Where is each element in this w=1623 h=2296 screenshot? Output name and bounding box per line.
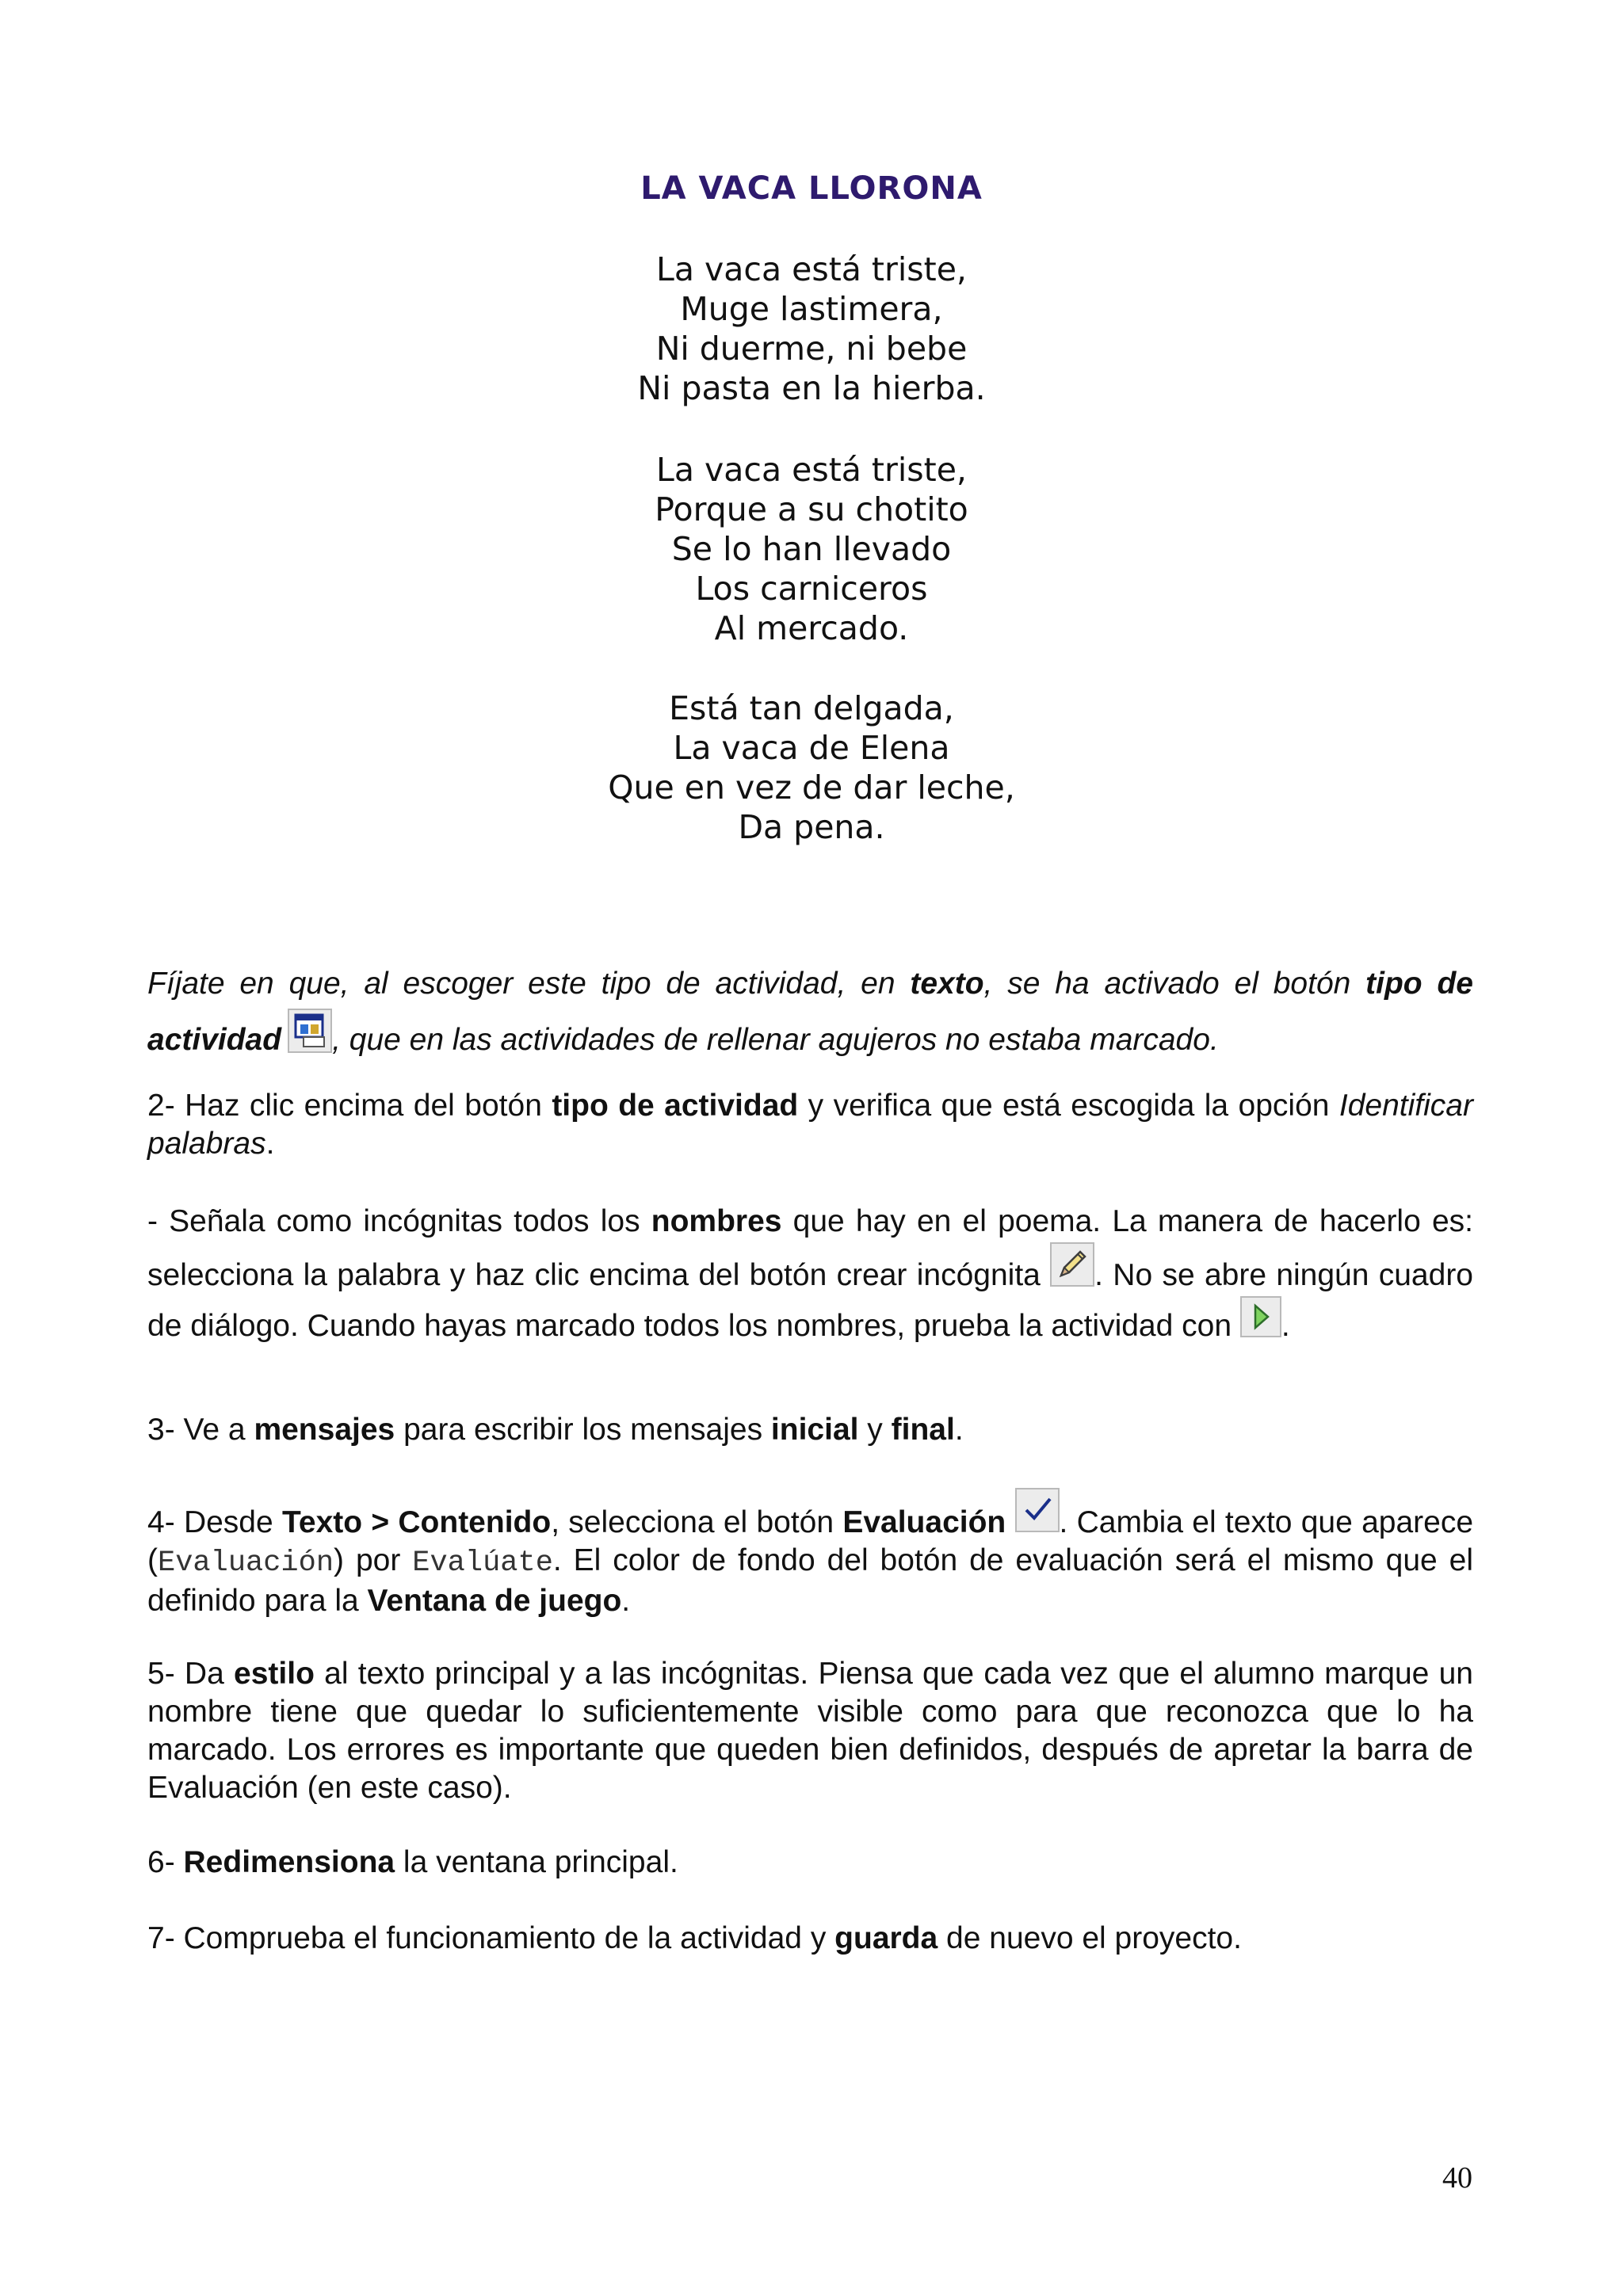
step-3-paragraph bbox=[147, 1411, 1473, 1449]
step-mark-unknowns-paragraph bbox=[147, 1201, 1473, 1347]
note-paragraph bbox=[147, 959, 1473, 1065]
poem-line: Da pena. bbox=[738, 808, 885, 846]
text-run: que hay en el poema. La manera de hacerlo es: selecciona la palabra y haz clic encima del botón crear incógnita bbox=[147, 1204, 1473, 1292]
text-run: 6- bbox=[147, 1845, 184, 1879]
poem-line: Porque a su chotito bbox=[655, 490, 968, 528]
text-run: . No se abre ningún cuadro de diálogo. Cuando hayas marcado todos los nombres, prueba la actividad con bbox=[147, 1258, 1473, 1343]
step-7-paragraph bbox=[147, 1920, 1473, 1958]
text-run: de nuevo el proyecto. bbox=[938, 1921, 1242, 1955]
page-number: 40 bbox=[1442, 2161, 1472, 2195]
text-run: 7- Comprueba el funcionamiento de la actividad y bbox=[147, 1921, 835, 1955]
bold-run: inicial bbox=[770, 1413, 859, 1447]
poem-line: Al mercado. bbox=[714, 609, 909, 647]
bold-run: Evaluación bbox=[842, 1505, 1006, 1539]
bold-run: Ventana de juego bbox=[367, 1584, 622, 1618]
bold-run: guarda bbox=[834, 1921, 938, 1955]
text-run: . El color de fondo del botón de evaluación será el mismo que el definido para la bbox=[147, 1543, 1473, 1618]
text-run: . bbox=[621, 1584, 631, 1618]
step-4-paragraph bbox=[147, 1488, 1473, 1620]
poem-line: Muge lastimera, bbox=[680, 290, 943, 328]
pencil-icon bbox=[1050, 1242, 1094, 1287]
poem-line: Ni duerme, ni bebe bbox=[655, 330, 968, 368]
bold-run: Texto > Contenido bbox=[281, 1505, 552, 1539]
bold-run: mensajes bbox=[254, 1413, 395, 1447]
bold-run: tipo de actividad bbox=[147, 967, 1473, 1057]
text-run: . bbox=[265, 1127, 275, 1161]
text-run: Fíjate en que, al escoger este tipo de actividad, en bbox=[147, 967, 911, 1001]
text-run: . Cambia el texto que aparece ( bbox=[147, 1505, 1474, 1577]
step-2-paragraph bbox=[147, 1087, 1473, 1163]
poem-line: Ni pasta en la hierba. bbox=[637, 369, 986, 407]
text-run: la ventana principal. bbox=[395, 1845, 678, 1879]
poem-stanza-3 bbox=[0, 688, 1623, 847]
poem-stanza-2 bbox=[0, 450, 1623, 648]
bold-run: estilo bbox=[234, 1657, 315, 1691]
text-run: - Señala como incógnitas todos los bbox=[147, 1204, 651, 1238]
poem-line: Está tan delgada, bbox=[669, 689, 954, 727]
text-run: ) por bbox=[334, 1543, 413, 1577]
step-5-paragraph bbox=[147, 1655, 1473, 1807]
step-6-paragraph bbox=[147, 1844, 1473, 1882]
poem-title: LA VACA LLORONA bbox=[640, 170, 983, 207]
bold-run: Redimensiona bbox=[183, 1845, 395, 1879]
poem-line: La vaca está triste, bbox=[656, 451, 967, 489]
text-run: 2- Haz clic encima del botón bbox=[147, 1089, 552, 1123]
bold-run: tipo de actividad bbox=[552, 1089, 799, 1123]
text-run: 3- Ve a bbox=[147, 1413, 254, 1447]
text-run: , se ha activado el botón bbox=[983, 967, 1366, 1001]
code-run: Evalúate bbox=[412, 1547, 553, 1580]
poem-line: La vaca de Elena bbox=[673, 729, 950, 767]
poem-line: Los carniceros bbox=[695, 570, 928, 608]
code-run: Evaluación bbox=[158, 1547, 334, 1580]
poem-line: Que en vez de dar leche, bbox=[608, 769, 1015, 807]
activity-type-icon bbox=[288, 1009, 332, 1053]
bold-run: nombres bbox=[651, 1204, 782, 1238]
play-icon bbox=[1240, 1296, 1281, 1337]
poem-stanza-1 bbox=[0, 250, 1623, 408]
poem-line: Se lo han llevado bbox=[671, 530, 952, 568]
text-run: y bbox=[858, 1413, 892, 1447]
text-run: para escribir los mensajes bbox=[395, 1413, 771, 1447]
text-run: . bbox=[1281, 1309, 1290, 1343]
text-run: al texto principal y a las incógnitas. Piensa que cada vez que el alumno marque un nombre tiene que quedar lo suficientemente visible como para que reconozca que lo ha marcado. Los errores es importante que queden bien definidos, después de apretar la barra de Evaluación (en este caso). bbox=[147, 1657, 1473, 1805]
bold-run: texto bbox=[910, 967, 984, 1001]
text-run: , selecciona el botón bbox=[551, 1505, 843, 1539]
text-run: 4- Desde bbox=[147, 1505, 282, 1539]
text-run: y verifica que está escogida la opción bbox=[798, 1089, 1339, 1123]
italic-run: Identificar palabras bbox=[147, 1089, 1473, 1161]
checkmark-icon bbox=[1015, 1488, 1060, 1532]
text-run: , que en las actividades de rellenar agujeros no estaba marcado. bbox=[332, 1023, 1219, 1057]
text-run: 5- Da bbox=[147, 1657, 235, 1691]
bold-run: final bbox=[891, 1413, 955, 1447]
poem-line: La vaca está triste, bbox=[656, 250, 967, 288]
text-run: . bbox=[954, 1413, 964, 1447]
